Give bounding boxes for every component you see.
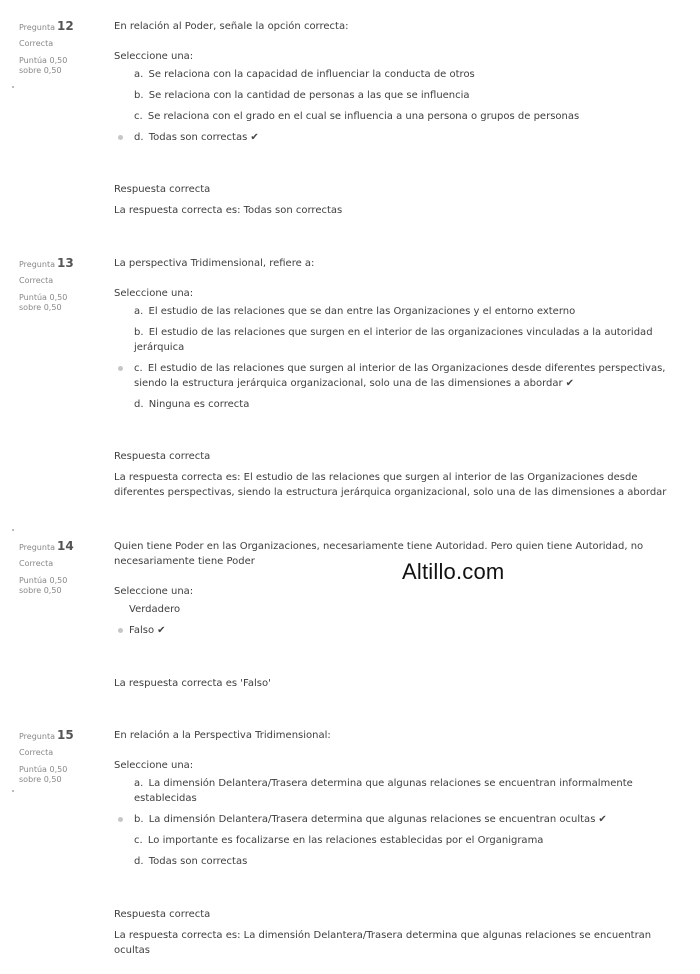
question-grade: Puntúa 0,50 sobre 0,50 <box>19 56 68 75</box>
question-label: Pregunta <box>19 260 55 269</box>
answer-text: La dimensión Delantera/Trasera determina que algunas relaciones se encuentran informalmente establecidas <box>134 778 633 804</box>
answer-text: Se relaciona con el grado en el cual se influencia a una persona o grupos de personas <box>147 111 580 122</box>
feedback <box>114 449 674 506</box>
answer-letter: a. <box>134 778 144 789</box>
question-info <box>19 256 99 313</box>
answer-list <box>114 776 674 869</box>
margin-dot <box>12 529 14 531</box>
answer-option-a[interactable] <box>114 776 674 806</box>
question-info <box>19 19 99 76</box>
answer-text: Verdadero <box>129 604 181 615</box>
question-label: Pregunta <box>19 543 55 552</box>
question-content <box>114 256 674 498</box>
margin-dot <box>12 790 14 792</box>
answer-text: Todas son correctas <box>148 132 248 143</box>
feedback <box>114 182 674 224</box>
answer-text: Lo importante es focalizarse en las relaciones establecidas por el Organigrama <box>147 835 544 846</box>
feedback-status: Respuesta correcta <box>114 184 211 195</box>
question-label: Pregunta <box>19 732 55 741</box>
answer-option-c[interactable] <box>114 109 674 124</box>
answer-letter: a. <box>134 306 144 317</box>
check-icon: ✔ <box>250 132 259 143</box>
question-state: Correcta <box>19 559 54 568</box>
radio-selected-icon[interactable] <box>118 366 123 371</box>
answer-option-c[interactable] <box>114 833 674 848</box>
answer-text: Se relaciona con la cantidad de personas a las que se influencia <box>148 90 470 101</box>
answer-option-d[interactable] <box>114 130 674 145</box>
answer-option-d[interactable] <box>114 854 674 869</box>
right-answer: La respuesta correcta es: La dimensión Delantera/Trasera determina que algunas relaciones se encuentran ocultas <box>114 930 652 956</box>
right-answer: La respuesta correcta es: Todas son correctas <box>114 205 343 216</box>
margin-dot <box>12 86 14 88</box>
right-answer: La respuesta correcta es 'Falso' <box>114 678 271 689</box>
check-icon: ✔ <box>157 625 166 636</box>
answer-option-d[interactable] <box>114 397 674 412</box>
answer-letter: c. <box>134 835 143 846</box>
answer-text: El estudio de las relaciones que se dan entre las Organizaciones y el entorno externo <box>148 306 576 317</box>
question-number: 14 <box>56 539 74 553</box>
answer-letter: d. <box>134 132 144 143</box>
answer-letter: b. <box>134 327 144 338</box>
radio-selected-icon[interactable] <box>118 135 123 140</box>
answer-option-b[interactable] <box>114 812 674 827</box>
question-content <box>114 728 674 956</box>
answer-letter: b. <box>134 90 144 101</box>
question-text: En relación a la Perspectiva Tridimensional: <box>114 730 331 741</box>
answer-text: Todas son correctas <box>148 856 248 867</box>
answer-option-b[interactable] <box>114 325 674 355</box>
answer-list <box>114 304 674 412</box>
answer-letter: d. <box>134 399 144 410</box>
select-prompt: Seleccione una: <box>114 586 194 597</box>
question-text: Quien tiene Poder en las Organizaciones, necesariamente tiene Autoridad. Pero quien tiene Autoridad, no necesariamente tiene Poder <box>114 541 644 567</box>
answer-list <box>114 67 674 145</box>
question-number: 13 <box>56 256 74 270</box>
answer-text: Falso <box>129 625 155 636</box>
select-prompt: Seleccione una: <box>114 288 194 299</box>
answer-option-true[interactable] <box>114 602 674 617</box>
select-prompt: Seleccione una: <box>114 51 194 62</box>
feedback <box>114 907 674 964</box>
question-content <box>114 539 674 689</box>
answer-list <box>114 602 674 638</box>
question-text: En relación al Poder, señale la opción correcta: <box>114 21 349 32</box>
check-icon: ✔ <box>598 814 607 825</box>
question-text: La perspectiva Tridimensional, refiere a: <box>114 258 315 269</box>
feedback-status: Respuesta correcta <box>114 451 211 462</box>
select-prompt: Seleccione una: <box>114 760 194 771</box>
question-grade: Puntúa 0,50 sobre 0,50 <box>19 293 68 312</box>
watermark-text: Altillo.com <box>402 559 505 584</box>
answer-letter: a. <box>134 69 144 80</box>
check-icon: ✔ <box>565 378 575 389</box>
question-state: Correcta <box>19 748 54 757</box>
answer-option-a[interactable] <box>114 67 674 82</box>
right-answer: La respuesta correcta es: El estudio de las relaciones que surgen al interior de las Organizaciones desde diferentes perspectivas, siendo la estructura jerárquica organizacional, solo una de las dimensiones a abordar <box>114 472 667 498</box>
question-state: Correcta <box>19 39 54 48</box>
answer-letter: d. <box>134 856 144 867</box>
answer-option-b[interactable] <box>114 88 674 103</box>
answer-letter: c. <box>134 111 143 122</box>
question-info <box>19 728 99 785</box>
feedback <box>114 676 674 697</box>
question-state: Correcta <box>19 276 54 285</box>
radio-selected-icon[interactable] <box>118 817 123 822</box>
answer-text: La dimensión Delantera/Trasera determina que algunas relaciones se encuentran ocultas <box>148 814 596 825</box>
question-grade: Puntúa 0,50 sobre 0,50 <box>19 765 68 784</box>
answer-text: Se relaciona con la capacidad de influenciar la conducta de otros <box>148 69 475 80</box>
radio-selected-icon[interactable] <box>118 628 123 633</box>
question-label: Pregunta <box>19 23 55 32</box>
answer-option-a[interactable] <box>114 304 674 319</box>
answer-option-false[interactable] <box>114 623 674 638</box>
answer-text: Ninguna es correcta <box>148 399 250 410</box>
answer-text: El estudio de las relaciones que surgen al interior de las Organizaciones desde diferentes perspectivas, siendo la estructura jerárquica organizacional, solo una de las dimensiones a abordar <box>134 363 666 389</box>
answer-option-c[interactable] <box>114 361 674 391</box>
question-number: 12 <box>56 19 74 33</box>
feedback-status: Respuesta correcta <box>114 909 211 920</box>
answer-text: El estudio de las relaciones que surgen en el interior de las organizaciones vinculadas a la autoridad jerárquica <box>134 327 653 353</box>
answer-letter: b. <box>134 814 144 825</box>
question-content <box>114 19 674 216</box>
question-grade: Puntúa 0,50 sobre 0,50 <box>19 576 68 595</box>
answer-letter: c. <box>134 363 143 374</box>
question-number: 15 <box>56 728 74 742</box>
question-info <box>19 539 99 596</box>
